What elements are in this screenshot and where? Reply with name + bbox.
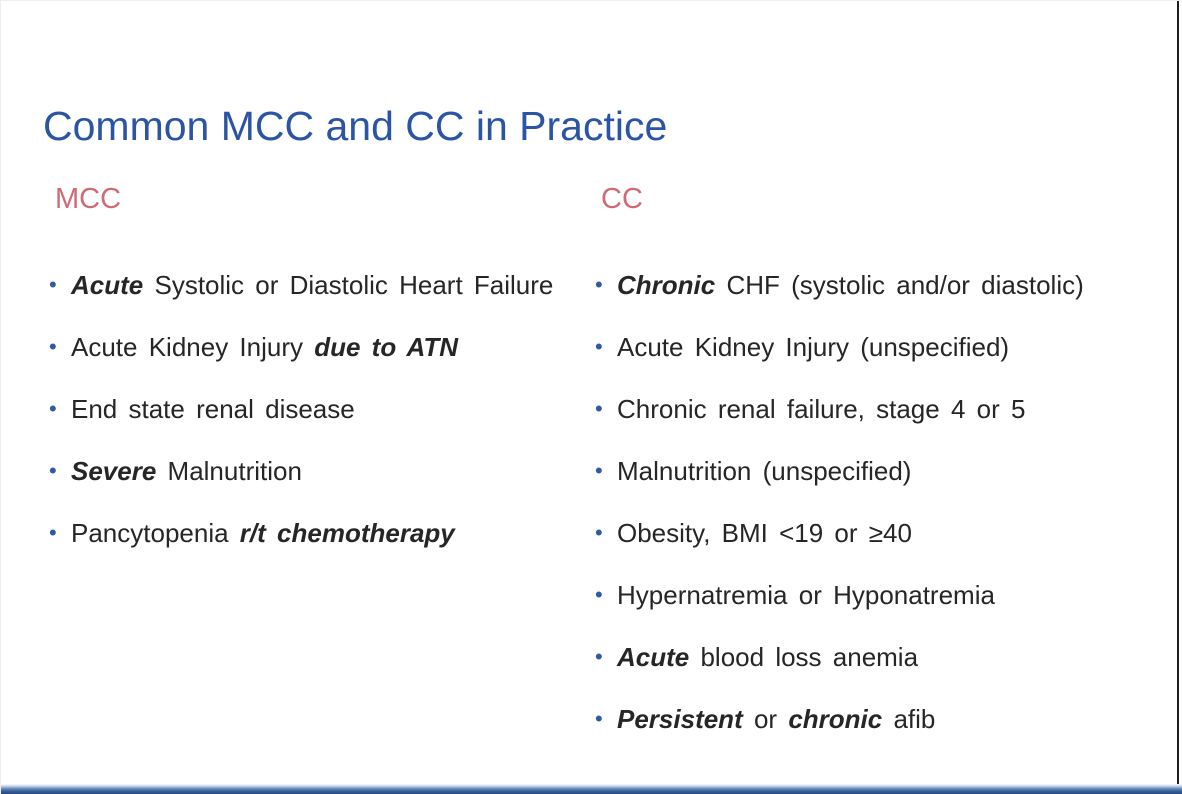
- bullet-icon: •: [49, 396, 57, 421]
- list-item: [45, 391, 591, 427]
- list-item: [45, 329, 591, 365]
- list-item-text: Acute Kidney Injury due to ATN: [71, 332, 458, 362]
- list-item-text: Obesity, BMI <19 or ≥40: [617, 518, 912, 548]
- list-item: [591, 639, 1158, 675]
- bullet-icon: •: [49, 520, 57, 545]
- bullet-icon: •: [595, 458, 603, 483]
- slide-title: Common MCC and CC in Practice: [43, 103, 668, 149]
- list-item-text: Severe Malnutrition: [71, 456, 302, 486]
- bullet-icon: •: [595, 582, 603, 607]
- column-header-mcc: MCC: [55, 183, 122, 215]
- bullet-icon: •: [595, 272, 603, 297]
- bullet-icon: •: [595, 644, 603, 669]
- list-item-text: Pancytopenia r/t chemotherapy: [71, 518, 455, 548]
- list-item-text: End state renal disease: [71, 394, 355, 424]
- list-item: [591, 515, 1158, 551]
- bottom-accent-bar: [1, 784, 1182, 794]
- column-header-cc: CC: [601, 183, 643, 215]
- list-item: [591, 267, 1158, 303]
- bullet-icon: •: [595, 706, 603, 731]
- columns-container: [45, 181, 1158, 763]
- bullet-icon: •: [49, 458, 57, 483]
- bullet-icon: •: [595, 334, 603, 359]
- column-cc: [591, 181, 1158, 763]
- list-item: [45, 267, 591, 303]
- bullet-icon: •: [49, 272, 57, 297]
- list-item: [591, 453, 1158, 489]
- list-item: [45, 453, 591, 489]
- list-item: [591, 329, 1158, 365]
- list-item-text: Malnutrition (unspecified): [617, 456, 912, 486]
- list-item: [45, 515, 591, 551]
- column-mcc: [45, 181, 591, 763]
- list-item: [591, 701, 1158, 737]
- list-item: [591, 391, 1158, 427]
- bullet-list-cc: [591, 267, 1158, 763]
- list-item-text: Acute blood loss anemia: [617, 642, 919, 672]
- list-item-text: Chronic renal failure, stage 4 or 5: [617, 394, 1026, 424]
- list-item-text: Persistent or chronic afib: [617, 704, 936, 734]
- list-item-text: Acute Kidney Injury (unspecified): [617, 332, 1010, 362]
- list-item: [591, 577, 1158, 613]
- bullet-list-mcc: [45, 267, 591, 577]
- list-item-text: Hypernatremia or Hyponatremia: [617, 580, 995, 610]
- slide-right-border: [1177, 1, 1179, 787]
- bullet-icon: •: [595, 396, 603, 421]
- list-item-text: Acute Systolic or Diastolic Heart Failure: [71, 270, 554, 300]
- bullet-icon: •: [49, 334, 57, 359]
- bullet-icon: •: [595, 520, 603, 545]
- list-item-text: Chronic CHF (systolic and/or diastolic): [617, 270, 1084, 300]
